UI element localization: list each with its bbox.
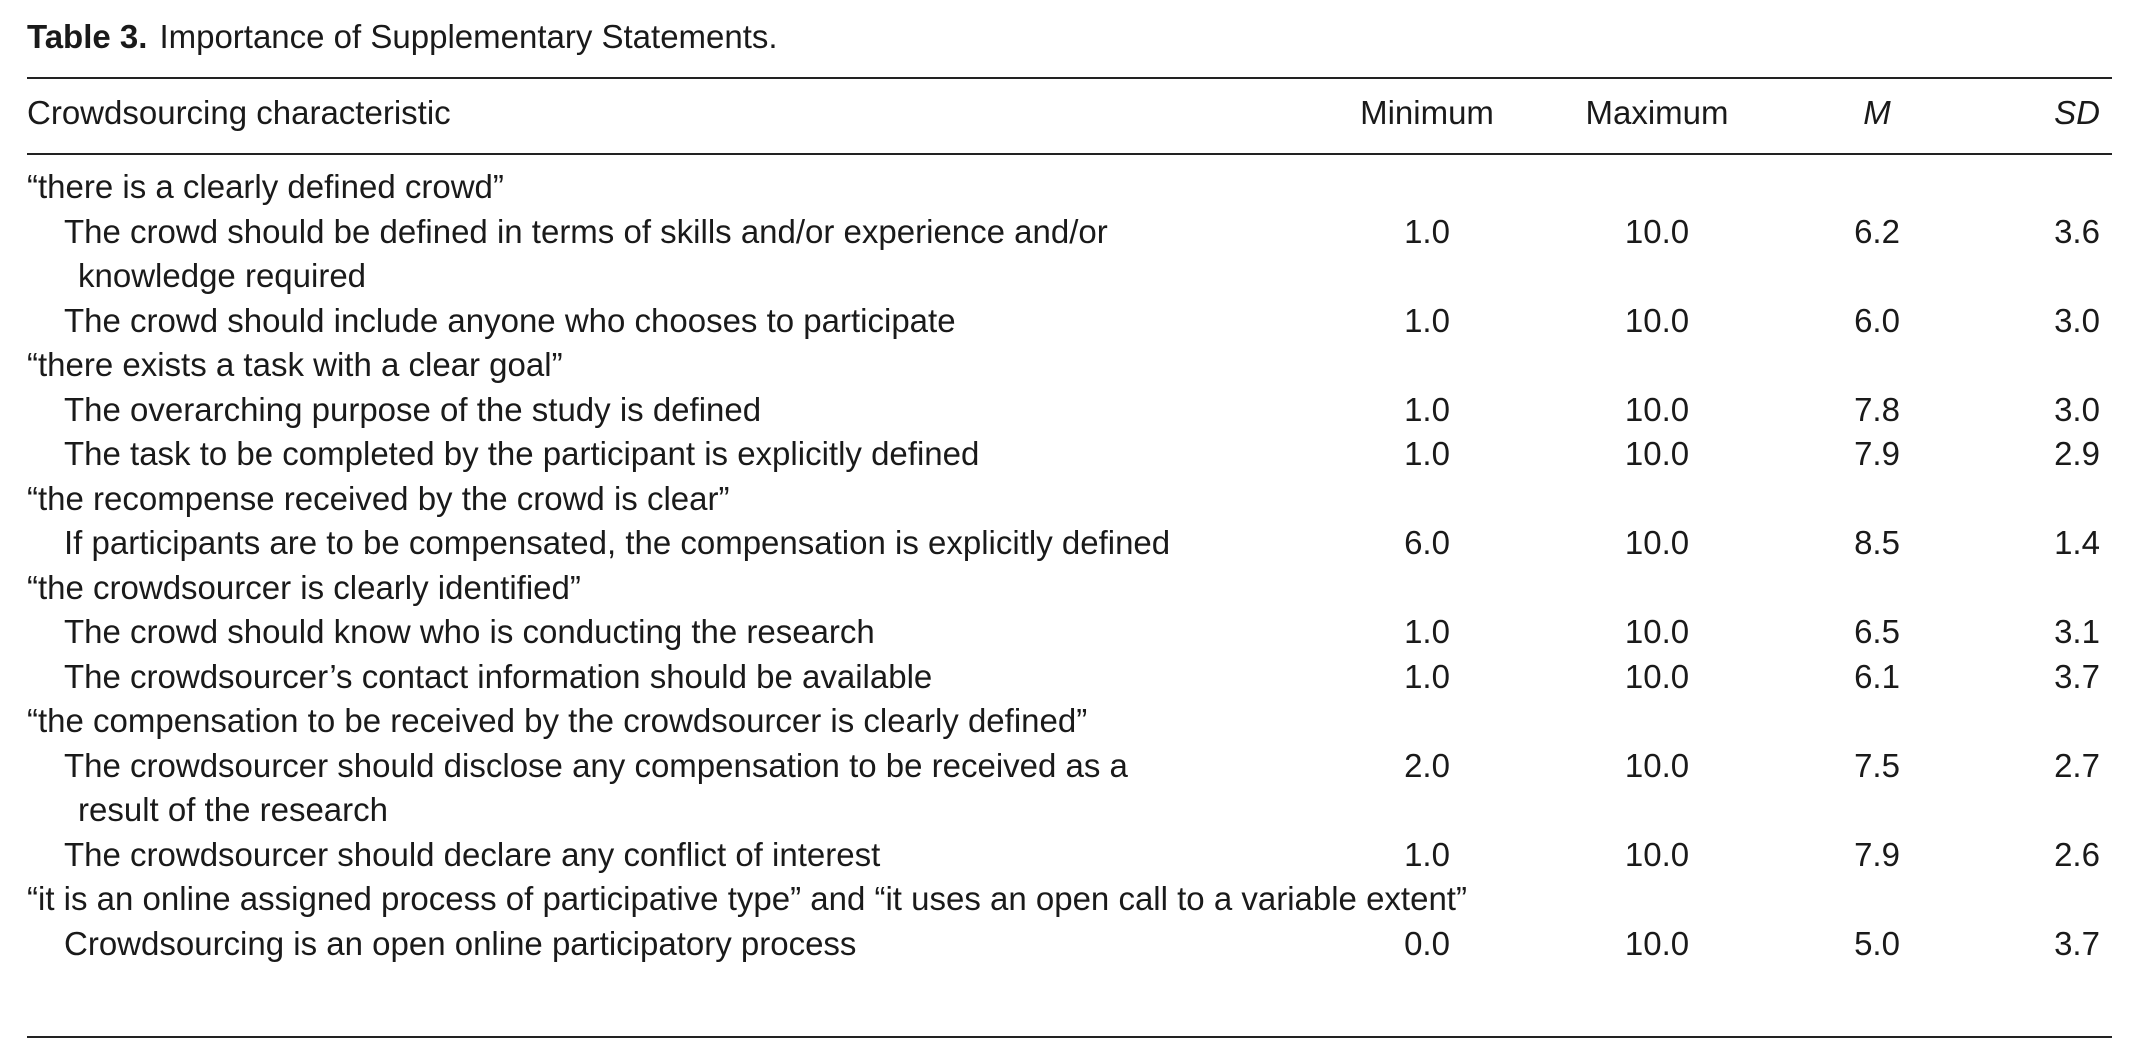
table-row bbox=[27, 299, 2112, 344]
group-heading-row bbox=[27, 699, 2112, 744]
statement-text: The crowd should be defined in terms of skills and/or experience and/or bbox=[64, 212, 1108, 250]
table-row bbox=[27, 521, 2112, 566]
minimum-cell: 2.0 bbox=[1404, 746, 1450, 784]
group-heading-row bbox=[27, 477, 2112, 522]
mean-cell: 8.5 bbox=[1854, 524, 1900, 561]
minimum-cell: 1.0 bbox=[1404, 212, 1450, 250]
statement-cell bbox=[27, 432, 1244, 477]
table-row bbox=[27, 610, 2112, 655]
minimum-cell: 1.0 bbox=[1404, 657, 1450, 695]
mean-cell: 6.2 bbox=[1854, 212, 1900, 250]
header-sd: SD bbox=[2054, 94, 2100, 131]
statement-text: The crowd should include anyone who chooses to participate bbox=[64, 301, 956, 339]
header-maximum: Maximum bbox=[1585, 94, 1729, 131]
group-heading-row bbox=[27, 566, 2112, 611]
maximum-cell: 10.0 bbox=[1624, 924, 1690, 962]
mean-cell: 7.9 bbox=[1854, 435, 1900, 472]
statement-cell bbox=[27, 655, 1244, 700]
sd-cell: 3.0 bbox=[2054, 390, 2100, 428]
header-mean: M bbox=[1863, 94, 1891, 131]
statement-cell bbox=[27, 210, 1244, 299]
group-heading-row bbox=[27, 343, 2112, 388]
table-body bbox=[27, 165, 2112, 966]
mean-cell: 6.1 bbox=[1854, 657, 1900, 695]
sd-cell: 3.1 bbox=[2054, 613, 2100, 650]
minimum-cell: 1.0 bbox=[1404, 301, 1450, 339]
table-caption bbox=[27, 18, 778, 56]
group-heading: “there exists a task with a clear goal” bbox=[27, 346, 563, 383]
maximum-cell: 10.0 bbox=[1624, 435, 1690, 472]
mean-cell: 6.5 bbox=[1854, 613, 1900, 650]
table-caption-title: Importance of Supplementary Statements. bbox=[159, 18, 778, 55]
top-rule bbox=[27, 77, 2112, 79]
statement-text-continued: knowledge required bbox=[78, 257, 367, 294]
group-heading: “the recompense received by the crowd is clear” bbox=[27, 479, 730, 517]
mean-cell: 7.9 bbox=[1854, 835, 1900, 873]
bottom-rule bbox=[27, 1036, 2112, 1038]
group-heading: “it is an online assigned process of participative type” and “it uses an open call to a variable extent” bbox=[27, 880, 1467, 917]
sd-cell: 2.7 bbox=[2054, 746, 2100, 784]
group-heading-row bbox=[27, 165, 2112, 210]
group-heading: “the compensation to be received by the crowdsourcer is clearly defined” bbox=[27, 702, 1088, 739]
statement-text: The crowdsourcer’s contact information should be available bbox=[64, 657, 933, 695]
statement-cell bbox=[27, 833, 1244, 878]
group-heading-row bbox=[27, 877, 2112, 922]
mean-cell: 7.8 bbox=[1854, 390, 1900, 428]
maximum-cell: 10.0 bbox=[1624, 657, 1690, 695]
table-row bbox=[27, 922, 2112, 967]
statement-cell bbox=[27, 610, 1244, 655]
maximum-cell: 10.0 bbox=[1624, 301, 1690, 339]
maximum-cell: 10.0 bbox=[1624, 390, 1690, 428]
statement-text: If participants are to be compensated, the compensation is explicitly defined bbox=[64, 524, 1171, 561]
minimum-cell: 1.0 bbox=[1404, 613, 1450, 650]
statement-text-continued: result of the research bbox=[78, 791, 388, 828]
sd-cell: 2.6 bbox=[2054, 835, 2100, 873]
minimum-cell: 1.0 bbox=[1404, 835, 1450, 873]
group-heading: “there is a clearly defined crowd” bbox=[27, 168, 504, 205]
table-row bbox=[27, 210, 2112, 299]
statement-cell bbox=[27, 922, 1244, 967]
group-heading: “the crowdsourcer is clearly identified” bbox=[27, 568, 581, 606]
sd-cell: 3.7 bbox=[2054, 924, 2100, 962]
table-caption-label: Table 3. bbox=[27, 18, 148, 55]
table-row bbox=[27, 432, 2112, 477]
mean-cell: 6.0 bbox=[1854, 301, 1900, 339]
table-row bbox=[27, 833, 2112, 878]
sd-cell: 1.4 bbox=[2054, 524, 2100, 561]
minimum-cell: 0.0 bbox=[1404, 924, 1450, 962]
statement-cell bbox=[27, 388, 1244, 433]
maximum-cell: 10.0 bbox=[1624, 524, 1690, 561]
header-rule bbox=[27, 153, 2112, 155]
statement-cell bbox=[27, 299, 1244, 344]
maximum-cell: 10.0 bbox=[1624, 212, 1690, 250]
header-characteristic: Crowdsourcing characteristic bbox=[27, 94, 451, 131]
statement-cell bbox=[27, 744, 1244, 833]
statement-text: Crowdsourcing is an open online participatory process bbox=[64, 924, 857, 962]
mean-cell: 5.0 bbox=[1854, 924, 1900, 962]
maximum-cell: 10.0 bbox=[1624, 613, 1690, 650]
table-header-row bbox=[27, 94, 2112, 138]
sd-cell: 3.7 bbox=[2054, 657, 2100, 695]
statement-text: The overarching purpose of the study is defined bbox=[64, 390, 762, 428]
maximum-cell: 10.0 bbox=[1624, 835, 1690, 873]
minimum-cell: 1.0 bbox=[1404, 390, 1450, 428]
table-row bbox=[27, 655, 2112, 700]
statement-text: The crowdsourcer should disclose any compensation to be received as a bbox=[64, 746, 1128, 784]
maximum-cell: 10.0 bbox=[1624, 746, 1690, 784]
minimum-cell: 1.0 bbox=[1404, 435, 1450, 472]
table-row bbox=[27, 388, 2112, 433]
mean-cell: 7.5 bbox=[1854, 746, 1900, 784]
sd-cell: 3.0 bbox=[2054, 301, 2100, 339]
sd-cell: 3.6 bbox=[2054, 212, 2100, 250]
statement-text: The crowd should know who is conducting the research bbox=[64, 613, 875, 650]
table-row bbox=[27, 744, 2112, 833]
statement-text: The crowdsourcer should declare any conflict of interest bbox=[64, 835, 881, 873]
header-minimum: Minimum bbox=[1360, 94, 1494, 131]
statement-text: The task to be completed by the participant is explicitly defined bbox=[64, 435, 980, 472]
minimum-cell: 6.0 bbox=[1404, 524, 1450, 561]
statement-cell bbox=[27, 521, 1244, 566]
sd-cell: 2.9 bbox=[2054, 435, 2100, 472]
